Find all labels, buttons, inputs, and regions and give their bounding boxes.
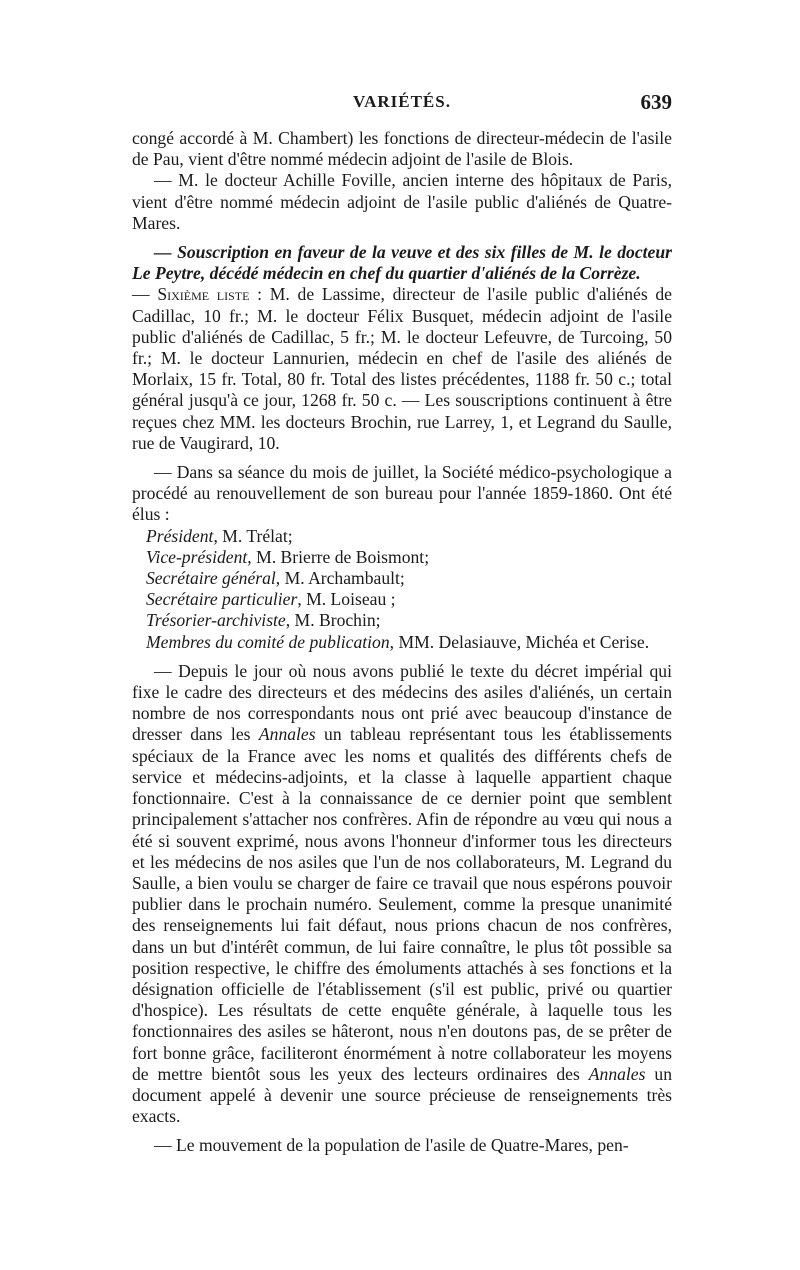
tableau-text-end: un document appelé à devenir une source précieuse de renseignements très exacts. [132, 1063, 672, 1127]
tableau-text-middle: un tableau représentant tous les établissements spéciaux de la France avec les noms et qualités des différents chefs de service et médecins-adjoints, et la classe à laquelle appartient chaque fonctionnaire. C'est à la connaissance de ce dernier point que semblent principalement s'attacher nos confrères. Afin de répondre au vœu qui nous a été si souvent exprimé, nous avons l'honneur d'informer tous les directeurs et les médecins de nos asiles que l'un de nos collaborateurs, M. Legrand du Saulle, a bien voulu se charger de faire ce travail que nous espérons pouvoir publier dans le prochain numéro. Seulement, comme la presque unanimité des renseignements lui fait défaut, nous prions chacun de nos confrères, dans un but d'intérêt commun, de lui faire connaître, le plus tôt possible sa position respective, le chiffre des émoluments attachés à ses fonctions et la désignation officielle de l'établissement (s'il est public, privé ou quartier d'hospice). Les résultats de cette enquête générale, à laquelle tous les fonctionnaires des asiles se hâteront, nous n'en doutons pas, de se prêter de fort bonne grâce, faciliteront énormément à notre collaborateur les moyens de mettre bientôt sous les yeux des lecteurs ordinaires des [132, 724, 672, 1084]
tableau-text-start: — Depuis le jour où nous avons publié le texte du décret impérial qui fixe le cadre des directeurs et des médecins des asiles d'aliénés, un certain nombre de nos correspondants nous ont prié avec beaucoup d'instance de dresser dans les [132, 660, 672, 745]
paragraph-election: — Dans sa séance du mois de juillet, la Société médico-psychologique a procédé au renouvellement de son bureau pour l'année 1859-1860. Ont été élus : [132, 462, 672, 525]
officer-row [146, 632, 672, 653]
officer-names: , M. Loiseau ; [297, 589, 396, 610]
souscription-heading: — Souscription en faveur de la veuve et des six filles de M. le docteur Le Peytre, décédé médecin en chef du quartier d'aliénés de la Corrèze. [132, 242, 672, 284]
officer-role: Secrétaire particulier [146, 589, 298, 610]
officer-role: Vice-président [146, 546, 248, 567]
officer-role: Président [146, 525, 214, 546]
running-title: VARIÉTÉS. [353, 92, 451, 111]
page-number: 639 [640, 90, 672, 114]
paragraph-tableau [132, 661, 672, 1127]
officers-list [146, 526, 672, 653]
page-header [132, 92, 672, 122]
officer-role: Membres du comité de publication [146, 631, 390, 652]
officer-row [146, 589, 672, 610]
officer-row [146, 610, 672, 631]
list-prefix: — [132, 284, 158, 305]
officer-row [146, 547, 672, 568]
paragraph-quatre-mares: — Le mouvement de la population de l'asile de Quatre-Mares, pen- [154, 1135, 629, 1156]
body-text [132, 128, 672, 1157]
list-label: Sixième liste [157, 284, 250, 305]
officer-role: Secrétaire général [146, 568, 276, 589]
paragraph-chambert: congé accordé à M. Chambert) les fonctions de directeur-médecin de l'asile de Pau, vient d'être nommé médecin adjoint de l'asile de Blois. [132, 128, 672, 170]
officer-row [146, 526, 672, 547]
paragraph-souscription [132, 242, 672, 454]
officer-names: , MM. Delasiauve, Michéa et Cerise. [389, 631, 650, 652]
officer-names: , M. Brochin; [285, 610, 381, 631]
paragraph-foville: — M. le docteur Achille Foville, ancien interne des hôpitaux de Paris, vient d'être nommé médecin adjoint de l'asile public d'aliénés de Quatre-Mares. [132, 170, 672, 233]
officer-role: Trésorier-archiviste [146, 610, 286, 631]
officer-row [146, 568, 672, 589]
annales-title: Annales [258, 724, 316, 745]
annales-title: Annales [588, 1063, 646, 1084]
officer-names: , M. Trélat; [213, 525, 293, 546]
officer-names: , M. Archambault; [275, 568, 405, 589]
souscription-text: : M. de Lassime, directeur de l'asile public d'aliénés de Cadillac, 10 fr.; M. le docteur Félix Busquet, médecin adjoint de l'asile public d'aliénés de Cadillac, 5 fr.; M. le docteur Lefeuvre, de Turcoing, 50 fr.; M. le docteur Lannurien, médecin en chef de l'asile des aliénés de Morlaix, 15 fr. Total, 80 fr. Total des listes précédentes, 1188 fr. 50 c.; total général jusqu'à ce jour, 1268 fr. 50 c. — Les souscriptions continuent à être reçues chez MM. les docteurs Brochin, rue Larrey, 1, et Legrand du Saulle, rue de Vaugirard, 10. [132, 284, 672, 453]
officer-names: , M. Brierre de Boismont; [247, 546, 430, 567]
